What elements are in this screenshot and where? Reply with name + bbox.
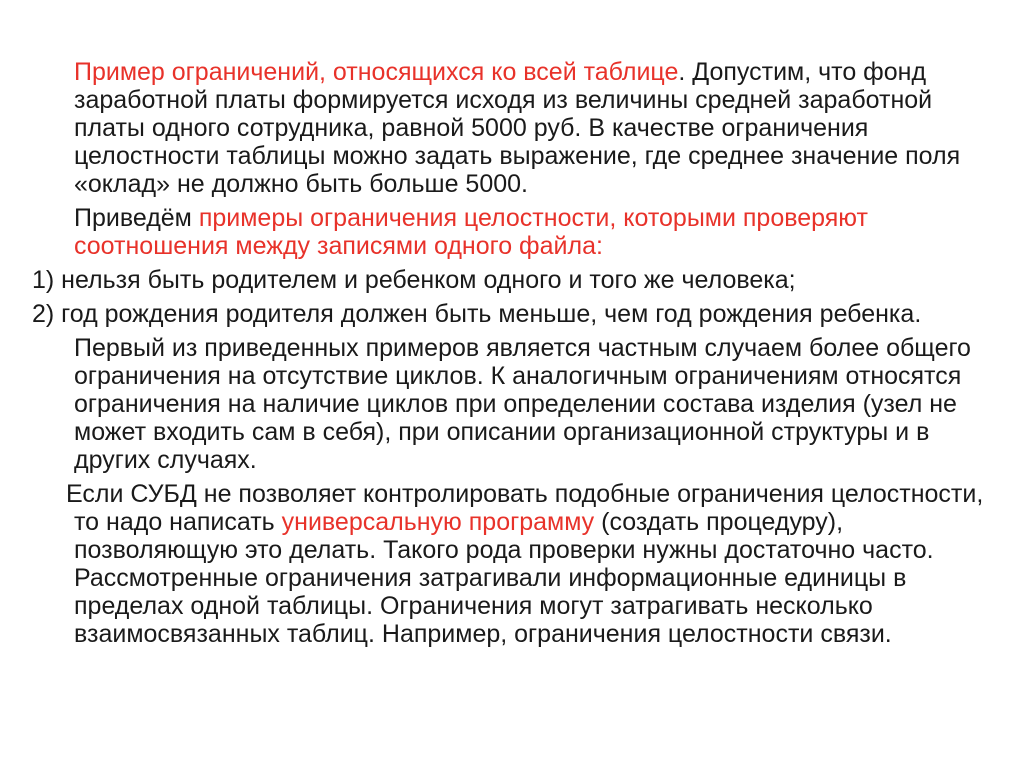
list-item-1: 1) нельзя быть родителем и ребенком одного и того же человека; <box>32 266 796 294</box>
paragraph-table-constraint-example <box>32 58 1000 198</box>
list-item-2: 2) год рождения родителя должен быть меньше, чем год рождения ребенка. <box>32 300 922 328</box>
paragraph-text: Если СУБД не позволяет контролировать подобные ограничения целостности, то надо написать <box>66 480 984 536</box>
paragraph-integrity-examples-intro <box>32 204 1000 260</box>
paragraph-text: (создать процедуру), позволяющую это делать. Такого рода проверки нужны достаточно часто. Рассмотренные ограничения затрагивали информационные единицы в пределах одной таблицы. Ограничения могут затрагивать несколько взаимосвязанных таблиц. Например, ограничения целостности связи. <box>74 508 934 648</box>
paragraph-text: Приведём <box>74 204 199 232</box>
highlight-universal-program: универсальную программу <box>281 508 595 536</box>
paragraph-dbms-program <box>32 480 1000 648</box>
highlight-table-constraint-title: Пример ограничений, относящихся ко всей таблице <box>74 58 679 86</box>
highlight-integrity-examples: примеры ограничения целостности, которыми проверяют соотношения между записями одного файла: <box>74 204 868 260</box>
slide-text-body <box>32 58 1000 654</box>
paragraph-cycles: Первый из приведенных примеров является частным случаем более общего ограничения на отсутствие циклов. К аналогичным ограничениям относятся ограничения на наличие циклов при определении состава изделия (узел не может входить сам в себя), при описании организационной структуры и в других случаях. <box>74 334 971 474</box>
paragraph-text: . Допустим, что фонд заработной платы формируется исходя из величины средней заработной платы одного сотрудника, равной 5000 руб. В качестве ограничения целостности таблицы можно задать выражение, где среднее значение поля «оклад» не должно быть больше 5000. <box>74 58 961 198</box>
